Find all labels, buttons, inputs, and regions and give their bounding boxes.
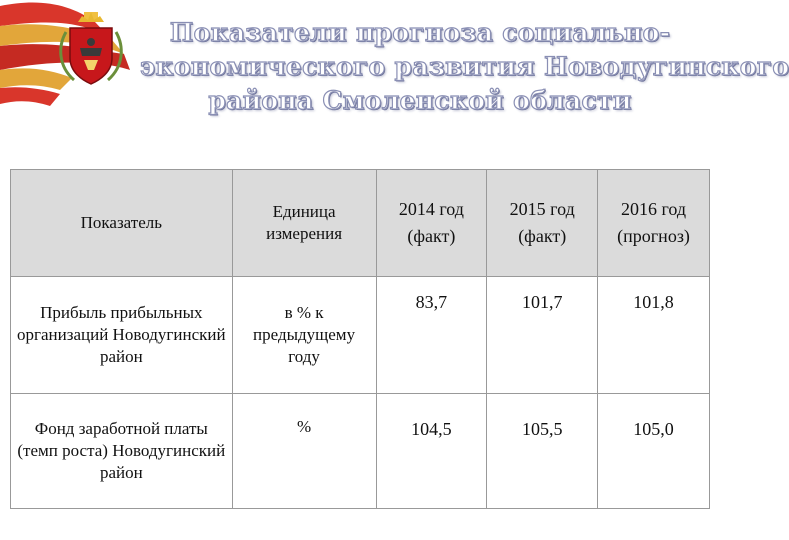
header-unit: Единица измерения — [232, 170, 376, 277]
header-indicator: Показатель — [11, 170, 233, 277]
row-1-indicator: Прибыль прибыльных организаций Новодугинский район — [11, 277, 233, 394]
header-2016: 2016 год (прогноз) — [598, 170, 710, 277]
header-2015: 2015 год (факт) — [487, 170, 598, 277]
smolensk-coat-of-arms-icon — [0, 0, 160, 110]
header-2014: 2014 год (факт) — [376, 170, 487, 277]
row-2-unit: % — [232, 394, 376, 509]
row-2-indicator: Фонд заработной платы (темп роста) Новодугинский район — [11, 394, 233, 509]
title-line-1: Показатели прогноза социально- — [169, 18, 671, 47]
row-1-2015: 101,7 — [487, 277, 598, 394]
table-header-row — [11, 170, 710, 277]
row-2-2014: 104,5 — [376, 394, 487, 509]
row-1-2014: 83,7 — [376, 277, 487, 394]
row-2-2016: 105,0 — [598, 394, 710, 509]
row-1-unit: в % к предыдущему году — [232, 277, 376, 394]
table-row — [11, 277, 710, 394]
indicators-table — [10, 169, 710, 509]
title-line-2: экономического развития Новодугинского — [140, 52, 789, 81]
emblem — [0, 0, 160, 110]
table-row — [11, 394, 710, 509]
row-2-2015: 105,5 — [487, 394, 598, 509]
page-title — [140, 16, 789, 118]
title-line-3: района Смоленской области — [208, 86, 632, 115]
row-1-2016: 101,8 — [598, 277, 710, 394]
